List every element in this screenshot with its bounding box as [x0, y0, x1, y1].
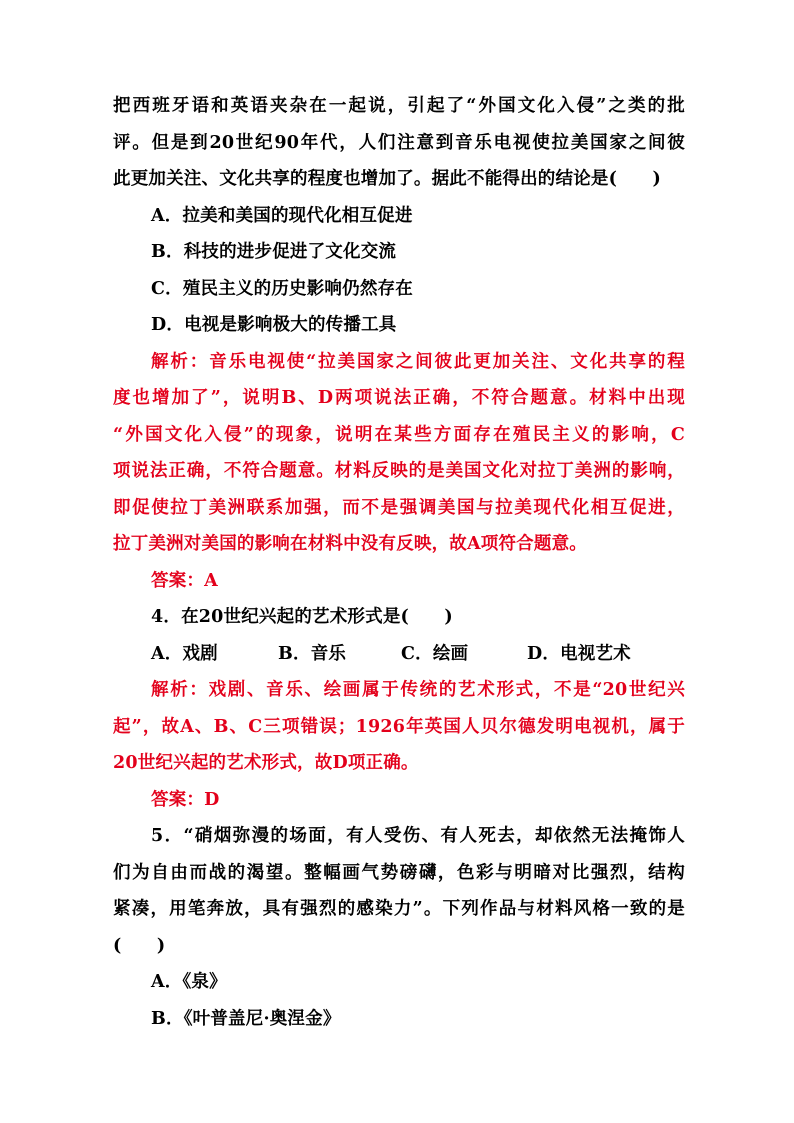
q5-stem-line: 们为自由而战的渴望。整幅画气势磅礴，色彩与明暗对比强烈，结构 — [113, 862, 685, 883]
q4-analysis-line: 20世纪兴起的艺术形式，故D项正确。 — [113, 753, 419, 773]
q3-analysis-line — [113, 344, 685, 381]
q3-analysis-line: 拉丁美洲对美国的影响在材料中没有反映，故A项符合题意。 — [113, 534, 587, 554]
q5-option-b: B．《叶普盖尼·奥涅金》 — [151, 1008, 341, 1029]
q4-option-b: B．音乐 — [278, 643, 347, 664]
document-page — [113, 88, 685, 1037]
q4-options — [113, 636, 685, 673]
q4-analysis-line — [113, 672, 685, 709]
q3-option-b: B．科技的进步促进了文化交流 — [151, 242, 397, 262]
q5-stem-line: 5．“硝烟弥漫的场面，有人受伤、有人死去，却依然无法掩饰人 — [151, 826, 685, 846]
q3-answer: 答案：A — [151, 570, 218, 591]
q5-stem-line: 紧凑，用笔奔放，具有强烈的感染力”。下列作品与材料风格一致的是 — [113, 899, 685, 919]
q3-stem-line: 评。但是到20世纪90年代，人们注意到音乐电视使拉美国家之间彼 — [113, 132, 685, 153]
q4-option-a: A．戏剧 — [151, 643, 218, 664]
q4-analysis-text: 戏剧、音乐、绘画属于传统的艺术形式，不是“20世纪兴 — [208, 680, 685, 700]
q3-analysis-line: 度也增加了”，说明B、D两项说法正确，不符合题意。材料中出现 — [113, 388, 685, 408]
q3-stem-line: 此更加关注、文化共享的程度也增加了。据此不能得出的结论是( ) — [113, 169, 661, 189]
q3-analysis-line: 即促使拉丁美洲联系加强，而不是强调美国与拉美现代化相互促进， — [113, 497, 685, 518]
q5-stem-line: ( ) — [113, 935, 166, 956]
q4-stem: 4．在20世纪兴起的艺术形式是( ) — [151, 607, 453, 627]
q4-analysis-label: 解析： — [151, 680, 209, 700]
q3-option-d: D．电视是影响极大的传播工具 — [151, 315, 397, 335]
q5-option-a: A．《泉》 — [151, 972, 227, 992]
q4-analysis-line: 起”，故A、B、C三项错误；1926年英国人贝尔德发明电视机，属于 — [113, 716, 685, 737]
q4-answer: 答案：D — [151, 789, 220, 810]
q3-option-a: A．拉美和美国的现代化相互促进 — [151, 205, 413, 226]
q3-analysis-line: 项说法正确，不符合题意。材料反映的是美国文化对拉丁美洲的影响， — [113, 461, 685, 481]
q3-analysis-line: “外国文化入侵”的现象，说明在某些方面存在殖民主义的影响，C — [113, 424, 685, 445]
q3-analysis-label: 解析： — [151, 351, 210, 372]
q4-option-d: D．电视艺术 — [527, 643, 631, 664]
q3-option-c: C．殖民主义的历史影响仍然存在 — [151, 278, 413, 299]
q3-stem-line: 把西班牙语和英语夹杂在一起说，引起了“外国文化入侵”之类的批 — [113, 96, 685, 116]
q3-analysis-text: 音乐电视使“拉美国家之间彼此更加关注、文化共享的程 — [209, 351, 685, 372]
q4-option-c: C．绘画 — [401, 643, 469, 664]
